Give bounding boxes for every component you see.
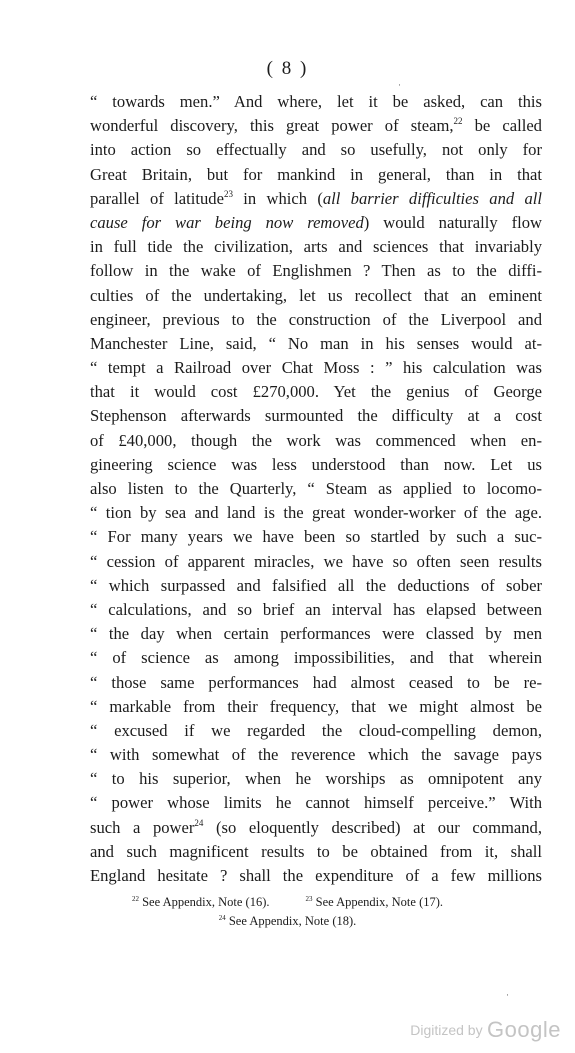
text-line [90,767,542,791]
text-line [90,791,542,815]
text-segment: “ with somewhat of the reverence which the savage pays [90,745,542,765]
text-segment: (so eloquently described) at our command, [203,817,542,837]
google-logo: Google [487,1017,561,1042]
text-line [90,477,542,501]
digitized-by-google-watermark [410,1017,561,1043]
text-segment: wonderful discovery, this great power of steam, [90,116,454,136]
text-line [90,646,542,670]
body-text [90,90,542,888]
text-line [90,404,542,428]
text-line [90,525,542,549]
text-line [90,840,542,864]
text-line [90,695,542,719]
footnote-22 [132,895,270,909]
text-segment: be called [462,116,542,136]
ink-speck: · [506,990,509,1000]
text-segment: “ tion by sea and land is the great wonder-worker of the age. [90,503,542,523]
text-segment: “ of science as among impossibilities, and that wherein [90,648,542,668]
text-segment: such a power [90,817,195,837]
text-segment: and such magnificent results to be obtained from it, shall [90,841,542,861]
watermark-prefix: Digitized by [410,1022,483,1038]
text-line [90,622,542,646]
footnote-24-mark: 24 [218,914,226,922]
text-line [90,308,542,332]
text-line [90,453,542,477]
text-segment: “ tempt a Railroad over Chat Moss : ” his calculation was [90,358,542,378]
text-line [90,380,542,404]
text-segment: “ which surpassed and falsified all the deductions of sober [90,575,542,595]
italic-text: cause for war being now removed [90,212,364,232]
text-line [90,550,542,574]
text-segment: “ For many years we have been so startled by such a suc- [90,527,542,547]
text-line [90,671,542,695]
text-segment: England hesitate ? shall the expenditure of a few millions [90,866,542,885]
footnote-23-text: See Appendix, Note (17). [312,895,444,909]
text-line [90,598,542,622]
text-line [90,574,542,598]
text-segment: that it would cost £270,000. Yet the genius of George [90,382,542,402]
text-line [90,235,542,259]
text-line [90,138,542,162]
text-segment: “ calculations, and so brief an interval has elapsed between [90,599,542,619]
text-line [90,114,542,138]
text-segment: Great Britain, but for mankind in general, than in that [90,164,542,184]
text-line [90,332,542,356]
text-segment: engineer, previous to the construction of the Liverpool and [90,309,542,329]
footnote-23 [306,895,444,909]
text-segment: “ towards men.” And where, let it be asked, can this [90,92,542,111]
text-segment: of £40,000, though the work was commenced when en- [90,430,542,450]
footnote-line-1 [0,893,575,912]
footnote-reference: 22 [453,116,463,127]
footnote-24 [219,914,357,928]
footnote-23-mark: 23 [305,895,313,903]
text-segment: “ cession of apparent miracles, we have so often seen results [90,551,542,571]
text-segment: “ excused if we regarded the cloud-compelling demon, [90,720,542,740]
text-segment: into action so effectually and so usefully, not only for [90,140,542,160]
page-number: ( 8 ) [266,58,309,79]
footnote-22-mark: 22 [131,895,139,903]
footnote-22-text: See Appendix, Note (16). [138,895,270,909]
text-line [90,816,542,840]
text-line [90,501,542,525]
text-segment: in full tide the civilization, arts and sciences that invariably [90,237,542,257]
text-line [90,163,542,187]
text-segment: “ power whose limits he cannot himself perceive.” With [90,793,542,813]
text-segment: “ the day when certain performances were classed by men [90,624,542,644]
text-segment: Manchester Line, said, “ No man in his senses would at- [90,333,542,353]
text-line [90,90,542,114]
text-line [90,259,542,283]
text-line [90,284,542,308]
text-segment: ) would naturally flow [363,212,542,232]
text-line [90,429,542,453]
ink-speck: · [398,80,401,90]
text-line [90,719,542,743]
footnote-reference: 24 [194,817,204,828]
footnote-line-2 [0,912,575,931]
text-segment: Stephenson afterwards surmounted the difficulty at a cost [90,406,542,426]
text-segment: “ to his superior, when he worships as omnipotent any [90,769,542,789]
text-segment: culties of the undertaking, let us recollect that an eminent [90,285,542,305]
footnote-24-text: See Appendix, Note (18). [225,914,357,928]
italic-text: all barrier difficulties and all [322,188,542,208]
text-line [90,864,542,888]
text-segment: also listen to the Quarterly, “ Steam as applied to locomo- [90,479,542,498]
text-segment: gineering science was less understood than now. Let us [90,454,542,474]
text-line [90,187,542,211]
text-line [90,356,542,380]
text-line [90,743,542,767]
footnote-reference: 23 [223,188,233,199]
text-segment: “ those same performances had almost ceased to be re- [90,672,542,692]
text-segment: parallel of latitude [90,188,224,208]
text-line [90,211,542,235]
text-segment: “ markable from their frequency, that we might almost be [90,696,542,716]
text-segment: follow in the wake of Englishmen ? Then as to the diffi- [90,261,542,281]
footnotes [0,893,575,931]
text-segment: in which ( [232,188,323,208]
